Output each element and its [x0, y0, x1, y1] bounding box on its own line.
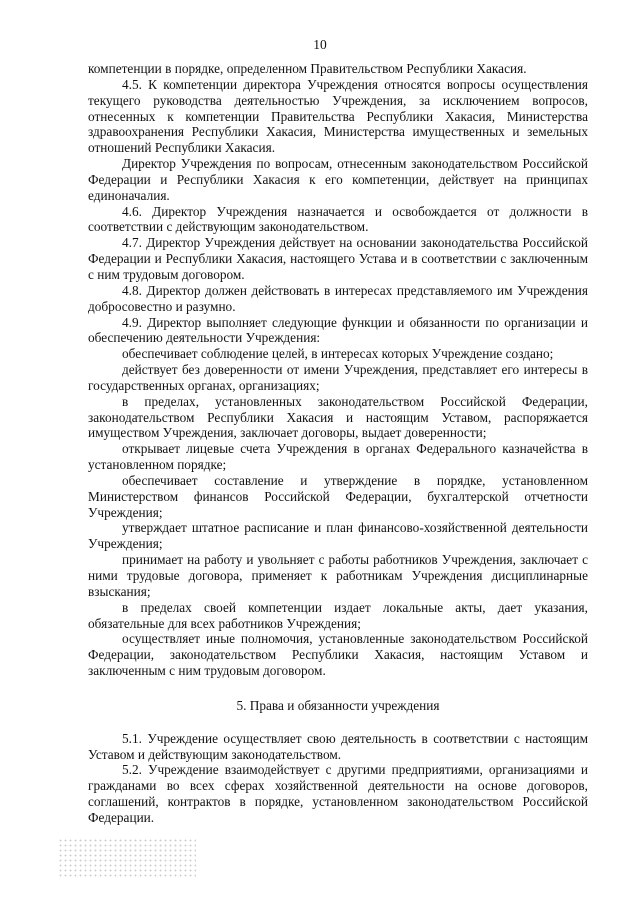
list-item: действует без доверенности от имени Учреждения, представляет его интересы в государственных органах, организациях; — [88, 362, 588, 393]
list-item: обеспечивает составление и утверждение в порядке, установленном Министерством финансов Российской Федерации, бухгалтерской отчетности Учреждения; — [88, 472, 588, 520]
list-item: в пределах своей компетенции издает локальные акты, дает указания, обязательные для всех работников Учреждения; — [88, 599, 588, 631]
paragraph: Директор Учреждения по вопросам, отнесенным законодательством Российской Федерации и Республики Хакасия к его компетенции, действует на принципах единоначалия. — [88, 156, 588, 203]
paragraph: 4.5. К компетенции директора Учреждения относятся вопросы осуществления текущего руководства деятельностью Учреждения, за исключением вопросов, отнесенных к компетенции Правительства Республики Хакасия, Министерства здравоохранения Республики Хакасия, Министерства имущественных и земельных отношений Республики Хакасия. — [88, 76, 588, 156]
list-item: принимает на работу и увольняет с работы работников Учреждения, заключает с ними трудовые договора, применяет к работникам Учреждения дисциплинарные взыскания; — [88, 552, 588, 599]
section-heading: 5. Права и обязанности учреждения — [236, 697, 440, 713]
paragraph: компетенции в порядке, определенном Правительством Республики Хакасия. — [88, 61, 527, 76]
list-item: открывает лицевые счета Учреждения в органах Федерального казначейства в установленном порядке; — [88, 441, 588, 473]
list-item: утверждает штатное расписание и план финансово-хозяйственной деятельности Учреждения; — [88, 520, 588, 552]
list-item: осуществляет иные полномочия, установленные законодательством Российской Федерации, законодательством Республики Хакасия, настоящим Уставом и заключенным с ним трудовым договором. — [88, 631, 588, 679]
paragraph: 5.2. Учреждение взаимодействует с другими предприятиями, организациями и гражданами во всех сферах хозяйственной деятельности на основе договоров, соглашений, контрактов в порядке, установленном законодательством Российской Федерации. — [88, 762, 588, 825]
page-body — [88, 61, 588, 826]
paragraph: 4.8. Директор должен действовать в интересах представляемого им Учреждения добросовестно и разумно. — [88, 282, 588, 314]
scan-artifact — [58, 838, 196, 878]
paragraph: 5.1. Учреждение осуществляет свою деятельность в соответствии с настоящим Уставом и действующим законодательством. — [88, 730, 588, 762]
list-item: обеспечивает соблюдение целей, в интересах которых Учреждение создано; — [122, 346, 554, 362]
paragraph: 4.7. Директор Учреждения действует на основании законодательства Российской Федерации и Республики Хакасия, настоящего Устава и в соответствии с заключенным с ним трудовым договором. — [88, 235, 588, 282]
paragraph: 4.9. Директор выполняет следующие функции и обязанности по организации и обеспечению деятельности Учреждения: — [88, 314, 588, 346]
list-item: в пределах, установленных законодательством Российской Федерации, законодательством Республики Хакасия и настоящим Уставом, распоряжается имуществом Учреждения, заключает договоры, выдает доверенности; — [88, 393, 588, 441]
page-number: 10 — [313, 37, 327, 52]
paragraph: 4.6. Директор Учреждения назначается и освобождается от должности в соответствии с действующим законодательством. — [88, 203, 588, 235]
